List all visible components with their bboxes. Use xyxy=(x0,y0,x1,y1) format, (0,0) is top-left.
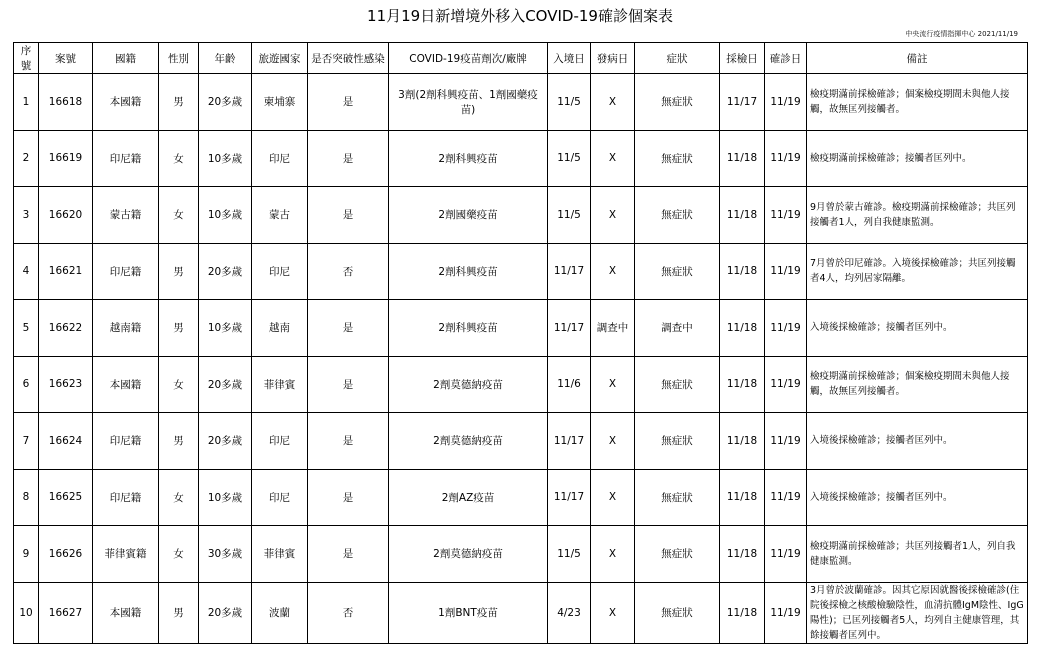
cell-symptoms: 無症狀 xyxy=(635,526,720,583)
cell-seq: 3 xyxy=(14,187,39,244)
cell-sex: 男 xyxy=(159,582,199,643)
table-row xyxy=(14,130,1028,187)
cell-entry-date: 11/5 xyxy=(548,74,591,131)
table-row xyxy=(14,356,1028,413)
cell-age: 10多歲 xyxy=(199,130,252,187)
table-row xyxy=(14,413,1028,470)
header-breakthrough: 是否突破性感染 xyxy=(308,43,389,74)
cell-symptoms: 無症狀 xyxy=(635,413,720,470)
table-row xyxy=(14,74,1028,131)
cell-case-no: 16619 xyxy=(39,130,93,187)
cell-confirm-date: 11/19 xyxy=(765,526,807,583)
cell-travel-country: 印尼 xyxy=(252,243,308,300)
cell-breakthrough: 是 xyxy=(308,413,389,470)
cell-vaccine: 1劑BNT疫苗 xyxy=(389,582,548,643)
header-entry-date: 入境日 xyxy=(548,43,591,74)
cell-notes: 入境後採檢確診；接觸者匡列中。 xyxy=(807,300,1028,357)
header-age: 年齡 xyxy=(199,43,252,74)
cell-onset-date: X xyxy=(591,582,635,643)
cell-nationality: 印尼籍 xyxy=(93,130,159,187)
header-travel-country: 旅遊國家 xyxy=(252,43,308,74)
cell-confirm-date: 11/19 xyxy=(765,413,807,470)
cell-entry-date: 11/6 xyxy=(548,356,591,413)
cell-entry-date: 11/17 xyxy=(548,300,591,357)
table-row xyxy=(14,300,1028,357)
cell-seq: 8 xyxy=(14,469,39,526)
cell-onset-date: 調查中 xyxy=(591,300,635,357)
cell-notes: 入境後採檢確診；接觸者匡列中。 xyxy=(807,413,1028,470)
cell-age: 20多歲 xyxy=(199,74,252,131)
cell-breakthrough: 否 xyxy=(308,582,389,643)
cell-test-date: 11/18 xyxy=(720,187,765,244)
cell-vaccine: 2劑科興疫苗 xyxy=(389,300,548,357)
cell-vaccine: 2劑莫德納疫苗 xyxy=(389,526,548,583)
cell-seq: 5 xyxy=(14,300,39,357)
cell-case-no: 16620 xyxy=(39,187,93,244)
cell-onset-date: X xyxy=(591,130,635,187)
cell-case-no: 16626 xyxy=(39,526,93,583)
table-row xyxy=(14,243,1028,300)
cell-sex: 男 xyxy=(159,74,199,131)
cell-nationality: 越南籍 xyxy=(93,300,159,357)
header-symptoms: 症狀 xyxy=(635,43,720,74)
cell-symptoms: 無症狀 xyxy=(635,243,720,300)
cell-case-no: 16624 xyxy=(39,413,93,470)
cell-seq: 7 xyxy=(14,413,39,470)
cell-case-no: 16622 xyxy=(39,300,93,357)
cell-symptoms: 無症狀 xyxy=(635,187,720,244)
header-nationality: 國籍 xyxy=(93,43,159,74)
cell-sex: 女 xyxy=(159,187,199,244)
cell-sex: 女 xyxy=(159,356,199,413)
cell-confirm-date: 11/19 xyxy=(765,300,807,357)
cell-symptoms: 無症狀 xyxy=(635,356,720,413)
cell-confirm-date: 11/19 xyxy=(765,187,807,244)
cell-travel-country: 印尼 xyxy=(252,130,308,187)
cell-onset-date: X xyxy=(591,469,635,526)
cell-travel-country: 柬埔寨 xyxy=(252,74,308,131)
cell-age: 20多歲 xyxy=(199,582,252,643)
cell-sex: 男 xyxy=(159,300,199,357)
cell-onset-date: X xyxy=(591,74,635,131)
cell-symptoms: 無症狀 xyxy=(635,130,720,187)
case-table xyxy=(13,42,1028,644)
cell-test-date: 11/18 xyxy=(720,356,765,413)
cell-case-no: 16625 xyxy=(39,469,93,526)
cell-case-no: 16618 xyxy=(39,74,93,131)
cell-entry-date: 11/5 xyxy=(548,187,591,244)
page-title: 11月19日新增境外移入COVID-19確診個案表 xyxy=(367,7,673,25)
cell-age: 20多歲 xyxy=(199,243,252,300)
header-vaccine: COVID-19疫苗劑次/廠牌 xyxy=(389,43,548,74)
cell-age: 10多歲 xyxy=(199,187,252,244)
cell-entry-date: 11/17 xyxy=(548,413,591,470)
table-row xyxy=(14,526,1028,583)
cell-notes: 檢疫期滿前採檢確診；個案檢疫期間未與他人接觸，故無匡列接觸者。 xyxy=(807,74,1028,131)
cell-notes: 檢疫期滿前採檢確診；接觸者匡列中。 xyxy=(807,130,1028,187)
cell-test-date: 11/18 xyxy=(720,413,765,470)
cell-test-date: 11/17 xyxy=(720,74,765,131)
cell-notes: 9月曾於蒙古確診。檢疫期滿前採檢確診；共匡列接觸者1人，列自我健康監測。 xyxy=(807,187,1028,244)
cell-breakthrough: 是 xyxy=(308,74,389,131)
cell-case-no: 16621 xyxy=(39,243,93,300)
cell-breakthrough: 是 xyxy=(308,526,389,583)
cell-notes: 檢疫期滿前採檢確診；個案檢疫期間未與他人接觸，故無匡列接觸者。 xyxy=(807,356,1028,413)
cell-travel-country: 越南 xyxy=(252,300,308,357)
cell-breakthrough: 否 xyxy=(308,243,389,300)
cell-breakthrough: 是 xyxy=(308,187,389,244)
cell-sex: 女 xyxy=(159,130,199,187)
cell-nationality: 印尼籍 xyxy=(93,469,159,526)
cell-entry-date: 11/5 xyxy=(548,130,591,187)
cell-confirm-date: 11/19 xyxy=(765,243,807,300)
cell-confirm-date: 11/19 xyxy=(765,582,807,643)
cell-seq: 10 xyxy=(14,582,39,643)
cell-age: 10多歲 xyxy=(199,469,252,526)
cell-entry-date: 4/23 xyxy=(548,582,591,643)
cell-case-no: 16627 xyxy=(39,582,93,643)
header-seq: 序號 xyxy=(14,43,39,74)
cell-vaccine: 2劑莫德納疫苗 xyxy=(389,356,548,413)
cell-test-date: 11/18 xyxy=(720,130,765,187)
cell-onset-date: X xyxy=(591,356,635,413)
header-sex: 性別 xyxy=(159,43,199,74)
cell-confirm-date: 11/19 xyxy=(765,356,807,413)
cell-symptoms: 調查中 xyxy=(635,300,720,357)
cell-onset-date: X xyxy=(591,187,635,244)
cell-travel-country: 印尼 xyxy=(252,469,308,526)
cell-sex: 男 xyxy=(159,413,199,470)
cell-breakthrough: 是 xyxy=(308,130,389,187)
cell-notes: 7月曾於印尼確診。入境後採檢確診；共匡列接觸者4人，均列居家隔離。 xyxy=(807,243,1028,300)
header-case-no: 案號 xyxy=(39,43,93,74)
cell-nationality: 蒙古籍 xyxy=(93,187,159,244)
header-confirm-date: 確診日 xyxy=(765,43,807,74)
header-test-date: 採檢日 xyxy=(720,43,765,74)
cell-travel-country: 印尼 xyxy=(252,413,308,470)
cell-vaccine: 2劑國藥疫苗 xyxy=(389,187,548,244)
cell-confirm-date: 11/19 xyxy=(765,469,807,526)
header-row xyxy=(14,43,1028,74)
cell-symptoms: 無症狀 xyxy=(635,582,720,643)
cell-onset-date: X xyxy=(591,413,635,470)
cell-notes: 檢疫期滿前採檢確診；共匡列接觸者1人，列自我健康監測。 xyxy=(807,526,1028,583)
cell-entry-date: 11/17 xyxy=(548,469,591,526)
cell-case-no: 16623 xyxy=(39,356,93,413)
table-row xyxy=(14,582,1028,643)
cell-sex: 女 xyxy=(159,469,199,526)
cell-travel-country: 菲律賓 xyxy=(252,356,308,413)
cell-seq: 4 xyxy=(14,243,39,300)
cell-vaccine: 2劑科興疫苗 xyxy=(389,130,548,187)
table-row xyxy=(14,469,1028,526)
cell-nationality: 本國籍 xyxy=(93,582,159,643)
cell-travel-country: 波蘭 xyxy=(252,582,308,643)
cell-onset-date: X xyxy=(591,243,635,300)
table-row xyxy=(14,187,1028,244)
cell-nationality: 本國籍 xyxy=(93,74,159,131)
cell-notes: 入境後採檢確診；接觸者匡列中。 xyxy=(807,469,1028,526)
header-notes: 備註 xyxy=(807,43,1028,74)
cell-test-date: 11/18 xyxy=(720,300,765,357)
source-note: 中央流行疫情指揮中心 2021/11/19 xyxy=(905,30,1018,38)
cell-travel-country: 蒙古 xyxy=(252,187,308,244)
cell-age: 20多歲 xyxy=(199,356,252,413)
cell-entry-date: 11/17 xyxy=(548,243,591,300)
cell-vaccine: 3劑(2劑科興疫苗、1劑國藥疫苗) xyxy=(389,74,548,131)
cell-seq: 6 xyxy=(14,356,39,413)
header-onset-date: 發病日 xyxy=(591,43,635,74)
cell-breakthrough: 是 xyxy=(308,356,389,413)
cell-nationality: 印尼籍 xyxy=(93,243,159,300)
cell-age: 30多歲 xyxy=(199,526,252,583)
cell-symptoms: 無症狀 xyxy=(635,469,720,526)
cell-vaccine: 2劑莫德納疫苗 xyxy=(389,413,548,470)
cell-confirm-date: 11/19 xyxy=(765,74,807,131)
cell-test-date: 11/18 xyxy=(720,469,765,526)
cell-vaccine: 2劑AZ疫苗 xyxy=(389,469,548,526)
cell-onset-date: X xyxy=(591,526,635,583)
cell-travel-country: 菲律賓 xyxy=(252,526,308,583)
cell-breakthrough: 是 xyxy=(308,469,389,526)
cell-nationality: 本國籍 xyxy=(93,356,159,413)
cell-symptoms: 無症狀 xyxy=(635,74,720,131)
cell-seq: 2 xyxy=(14,130,39,187)
cell-age: 20多歲 xyxy=(199,413,252,470)
cell-sex: 男 xyxy=(159,243,199,300)
cell-nationality: 菲律賓籍 xyxy=(93,526,159,583)
cell-entry-date: 11/5 xyxy=(548,526,591,583)
cell-test-date: 11/18 xyxy=(720,243,765,300)
cell-test-date: 11/18 xyxy=(720,582,765,643)
cell-nationality: 印尼籍 xyxy=(93,413,159,470)
cell-seq: 9 xyxy=(14,526,39,583)
cell-test-date: 11/18 xyxy=(720,526,765,583)
cell-notes: 3月曾於波蘭確診。因其它原因就醫後採檢確診(住院後採檢之核酸檢驗陰性，血清抗體IgM陰性、IgG陽性)；已匡列接觸者5人，均列自主健康管理，其餘接觸者匡列中。 xyxy=(807,582,1028,643)
cell-vaccine: 2劑科興疫苗 xyxy=(389,243,548,300)
cell-seq: 1 xyxy=(14,74,39,131)
cell-sex: 女 xyxy=(159,526,199,583)
cell-confirm-date: 11/19 xyxy=(765,130,807,187)
cell-age: 10多歲 xyxy=(199,300,252,357)
cell-breakthrough: 是 xyxy=(308,300,389,357)
